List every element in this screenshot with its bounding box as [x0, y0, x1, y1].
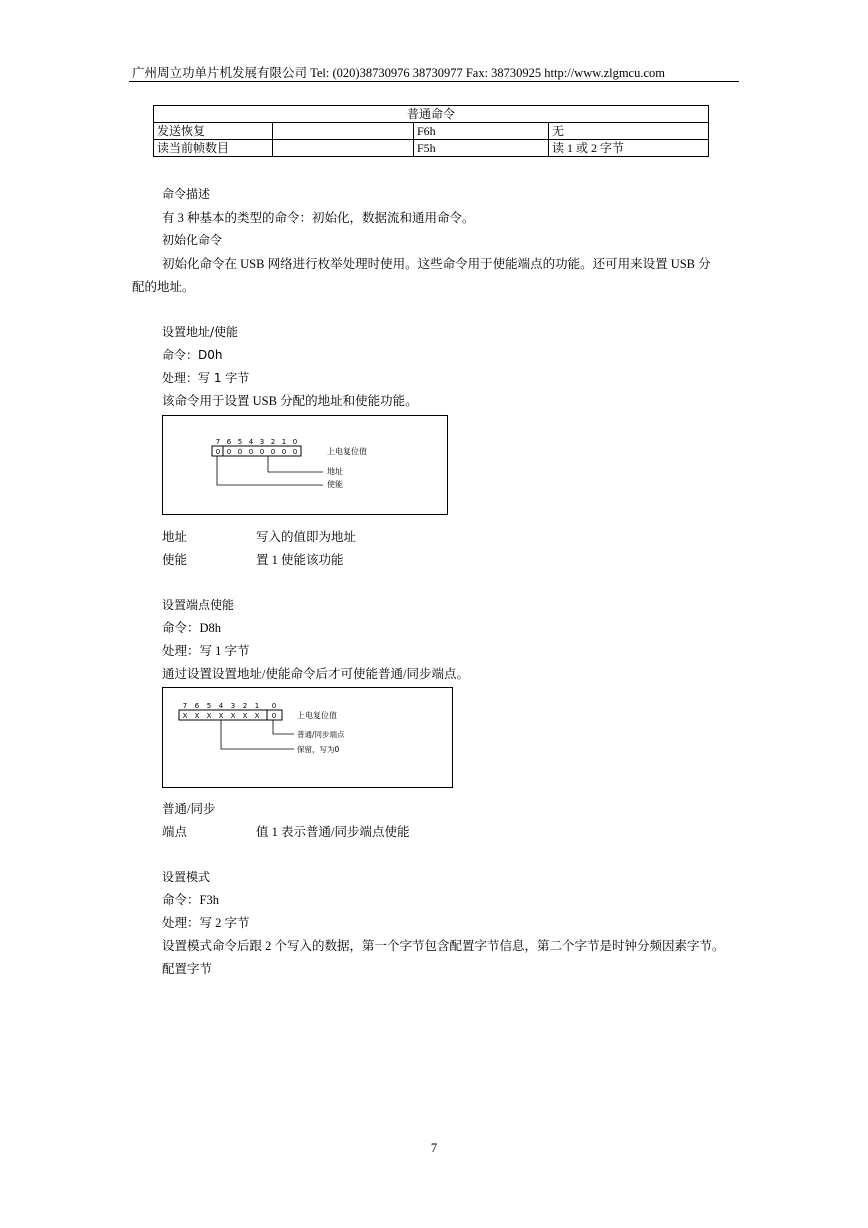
bit-value: 0 — [237, 448, 243, 456]
bit-value: X — [206, 712, 212, 720]
command-process: 处理：写 1 字节 — [162, 371, 250, 385]
leader-line-endpoint — [273, 720, 294, 734]
definition-term: 使能 — [162, 553, 188, 567]
paragraph: 初始化命令在 USB 网络进行枚举处理时使用。这些命令用于使能端点的功能。还可用来设置 USB 分 — [162, 257, 711, 271]
bit-value: 0 — [226, 448, 232, 456]
reset-value-label: 上电复位值 — [327, 447, 367, 456]
field-label-reserved: 保留，写为0 — [297, 745, 340, 754]
table-cell: F6h — [414, 123, 549, 140]
bit-value: 0 — [259, 448, 265, 456]
bit-number: 6 — [226, 438, 232, 446]
table-title-row — [154, 106, 709, 123]
section-title: 命令描述 — [162, 187, 211, 201]
command-code: 命令：D0h — [162, 348, 223, 362]
table-row — [154, 140, 709, 157]
definition-desc: 置 1 使能该功能 — [256, 553, 344, 567]
bit-number: 3 — [230, 702, 236, 710]
page-number: 7 — [430, 1141, 438, 1155]
bit-value: X — [230, 712, 236, 720]
bit-value-row — [216, 448, 297, 456]
section-title: 设置模式 — [162, 870, 211, 884]
reset-value-label: 上电复位值 — [297, 711, 337, 720]
field-label-address: 地址 — [327, 467, 343, 476]
bit-number-row — [216, 438, 297, 446]
command-process: 处理：写 1 字节 — [162, 644, 250, 658]
table-cell: 发送恢复 — [154, 123, 273, 140]
bit-value: X — [254, 712, 260, 720]
bit-number: 6 — [194, 702, 200, 710]
bit-number: 2 — [242, 702, 248, 710]
table-title: 普通命令 — [154, 106, 709, 123]
bit-number-row — [183, 702, 276, 710]
table-cell: F5h — [414, 140, 549, 157]
table-cell — [273, 123, 414, 140]
bit-number: 1 — [254, 702, 260, 710]
bit-number: 2 — [270, 438, 276, 446]
bit-number: 5 — [237, 438, 243, 446]
bit-value: 0 — [248, 448, 254, 456]
definition-desc: 写入的值即为地址 — [256, 530, 357, 544]
leader-line-reserved — [221, 720, 294, 749]
register-diagram-endpoint-enable — [162, 687, 453, 788]
bit-value: X — [182, 712, 188, 720]
register-box — [212, 446, 301, 456]
table-row — [154, 123, 709, 140]
register-diagram-svg — [163, 688, 452, 787]
table-cell — [273, 140, 414, 157]
bit-value: X — [194, 712, 200, 720]
field-label-enable: 使能 — [327, 480, 343, 489]
paragraph: 通过设置设置地址/使能命令后才可使能普通/同步端点。 — [162, 667, 469, 681]
bit-number: 4 — [248, 438, 254, 446]
paragraph: 配置字节 — [162, 962, 213, 976]
header-rule — [129, 81, 739, 82]
table-cell: 读当前帧数目 — [154, 140, 273, 157]
register-diagram-svg — [163, 416, 447, 514]
paragraph: 有 3 种基本的类型的命令：初始化，数据流和通用命令。 — [162, 211, 475, 225]
register-diagram-address-enable — [162, 415, 448, 515]
bit-number: 1 — [281, 438, 287, 446]
bit-number: 0 — [271, 702, 277, 710]
page-header: 广州周立功单片机发展有限公司 Tel: (020)38730976 38730977 Fax: 38730925 http://www.zlgmcu.com — [132, 66, 666, 80]
leader-line-address — [268, 456, 323, 472]
bit-value: 0 — [270, 448, 276, 456]
field-label-endpoint: 普通/同步端点 — [297, 730, 345, 739]
paragraph: 设置模式命令后跟 2 个写入的数据，第一个字节包含配置字节信息，第二个字节是时钟分频因素字节。 — [162, 939, 725, 953]
bit-number: 7 — [182, 702, 188, 710]
paragraph: 该命令用于设置 USB 分配的地址和使能功能。 — [162, 394, 418, 408]
bit-value: X — [218, 712, 224, 720]
bit-value-row — [183, 712, 277, 720]
bit-number: 3 — [259, 438, 265, 446]
definition-term: 端点 — [162, 825, 188, 839]
bit-value: 0 — [271, 712, 277, 720]
table-cell: 无 — [549, 123, 709, 140]
command-process: 处理：写 2 字节 — [162, 916, 250, 930]
definition-term: 地址 — [162, 530, 188, 544]
bit-number: 7 — [215, 438, 221, 446]
table-cell: 读 1 或 2 字节 — [549, 140, 709, 157]
bit-value: 0 — [281, 448, 287, 456]
command-table — [153, 105, 709, 157]
command-code: 命令：D8h — [162, 621, 222, 635]
section-title: 初始化命令 — [162, 233, 223, 247]
paragraph: 配的地址。 — [132, 280, 195, 294]
bit-number: 0 — [292, 438, 298, 446]
bit-value: 0 — [215, 448, 221, 456]
leader-line-enable — [217, 456, 323, 485]
bit-number: 4 — [218, 702, 224, 710]
command-code: 命令：F3h — [162, 893, 219, 907]
bit-number: 5 — [206, 702, 212, 710]
definition-desc: 值 1 表示普通/同步端点使能 — [256, 825, 410, 839]
bit-value: 0 — [292, 448, 298, 456]
definition-term: 普通/同步 — [162, 802, 216, 816]
section-title: 设置端点使能 — [162, 598, 235, 612]
section-title: 设置地址/使能 — [162, 325, 239, 339]
bit-value: X — [242, 712, 248, 720]
